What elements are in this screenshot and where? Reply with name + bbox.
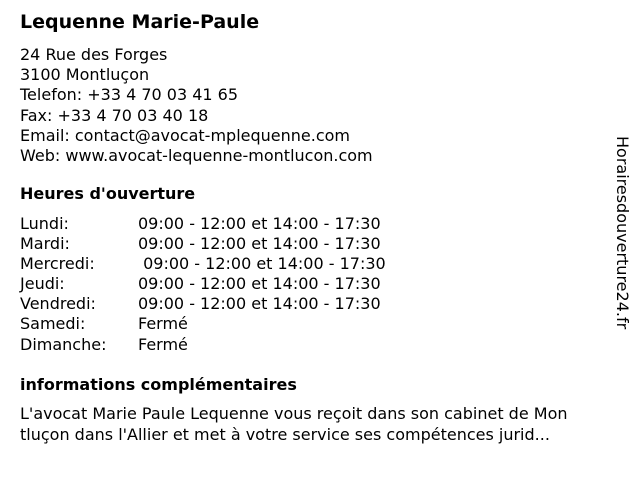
business-name: Lequenne Marie-Paule <box>20 11 260 33</box>
fax-line: Fax: +33 4 70 03 40 18 <box>20 105 209 125</box>
site-watermark: Horairesdouverture24.fr <box>613 136 632 330</box>
hours-value: Fermé <box>138 334 188 354</box>
info-line: L'avocat Marie Paule Lequenne vous reçoit dans son cabinet de Mon <box>20 404 568 423</box>
day-label: Dimanche: <box>20 334 107 354</box>
hours-value: 09:00 - 12:00 et 14:00 - 17:30 <box>138 294 381 314</box>
address-street: 24 Rue des Forges <box>20 45 168 64</box>
hours-heading: Heures d'ouverture <box>20 184 196 203</box>
day-label: Mardi: <box>20 234 70 254</box>
address-city: 3100 Montluçon <box>20 65 150 85</box>
info-heading: informations complémentaires <box>20 375 297 394</box>
day-label: Mercredi: <box>20 254 95 274</box>
day-label: Jeudi: <box>20 274 65 294</box>
phone-line: Telefon: +33 4 70 03 41 65 <box>20 85 239 105</box>
hours-value: 09:00 - 12:00 et 14:00 - 17:30 <box>138 214 381 233</box>
hours-value: 09:00 - 12:00 et 14:00 - 17:30 <box>138 234 381 254</box>
hours-value: Fermé <box>138 314 188 334</box>
info-description <box>20 404 620 445</box>
hours-value: 09:00 - 12:00 et 14:00 - 17:30 <box>138 274 381 294</box>
contact-block <box>20 45 373 166</box>
day-label: Samedi: <box>20 314 86 334</box>
web-line: Web: www.avocat-lequenne-montlucon.com <box>20 146 373 166</box>
day-label: Vendredi: <box>20 294 96 314</box>
email-line: Email: contact@avocat-mplequenne.com <box>20 125 351 145</box>
info-line: tluçon dans l'Allier et met à votre service ses compétences jurid... <box>20 424 550 444</box>
day-label: Lundi: <box>20 214 69 233</box>
hours-value: 09:00 - 12:00 et 14:00 - 17:30 <box>138 254 386 274</box>
